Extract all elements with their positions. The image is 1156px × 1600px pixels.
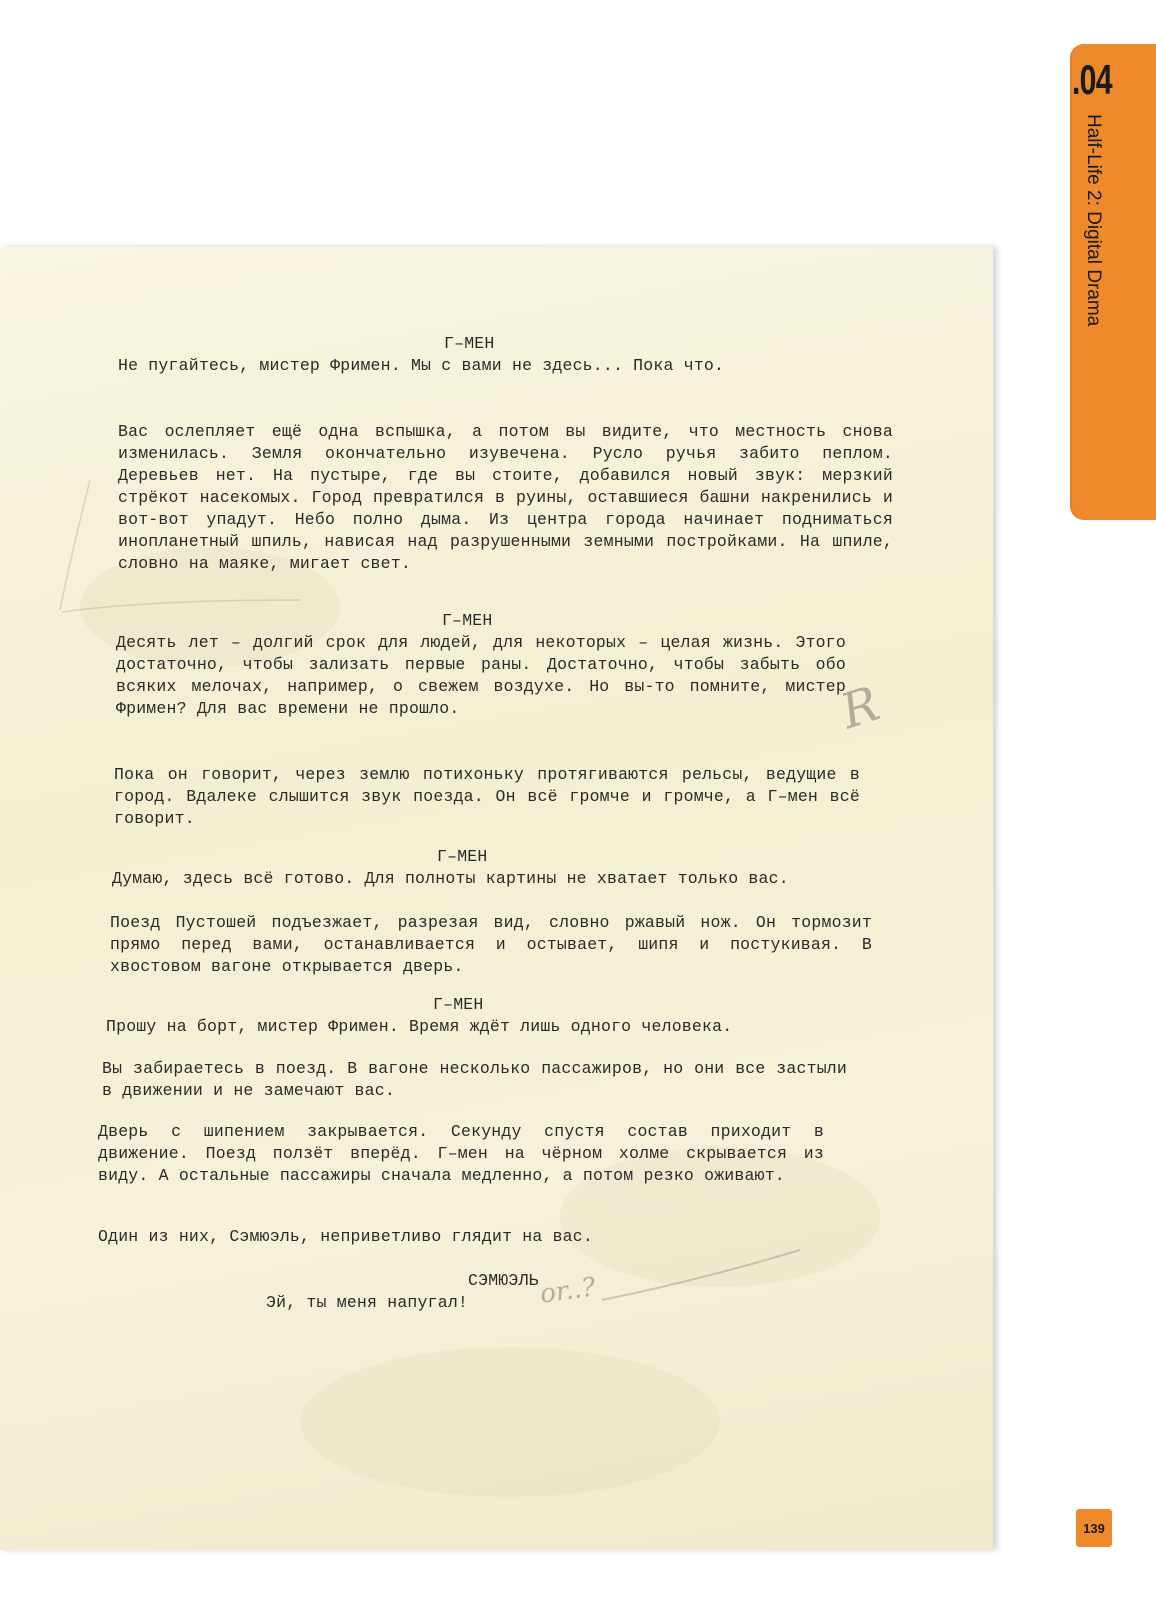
action-paragraph: Вы забираетесь в поезд. В вагоне несколько пассажиров, но они все застыли в движении и не замечают вас. <box>102 1059 847 1100</box>
action-paragraph: Один из них, Сэмюэль, неприветливо глядит на вас. <box>98 1227 593 1246</box>
page-number: 139 <box>1076 1509 1112 1547</box>
chapter-title: Half-Life 2: Digital Drama <box>1083 114 1104 327</box>
pencil-stroke <box>602 1250 800 1300</box>
speaker-name: Г–МЕН <box>433 995 484 1014</box>
dialogue-line: Думаю, здесь всё готово. Для полноты картины не хватает только вас. <box>112 869 789 888</box>
action-paragraph: Вас ослепляет ещё одна вспышка, а потом вы видите, что местность снова изменилась. Земля окончательно изувечена. Русло ручья забито пеплом. Деревьев нет. На пустыре, где вы стоите, добавился новый звук: мерзкий стрёкот насекомых. Город превратился в руины, оставшиеся башни накренились и вот-вот упадут. Небо полно дыма. Из центра города начинает подниматься инопланетный шпиль, нависая над разрушенными земными постройками. На шпиле, словно на маяке, мигает свет. <box>118 422 893 573</box>
chapter-number: .04 <box>1072 56 1112 103</box>
dialogue-line: Эй, ты меня напугал! <box>266 1293 469 1312</box>
dialogue-line: Не пугайтесь, мистер Фримен. Мы с вами не здесь... Пока что. <box>118 356 725 375</box>
speaker-name: Г–МЕН <box>437 847 488 866</box>
speaker-name: СЭМЮЭЛЬ <box>468 1271 539 1290</box>
speaker-name: Г–МЕН <box>444 334 495 353</box>
action-paragraph: Поезд Пустошей подъезжает, разрезая вид, словно ржавый нож. Он тормозит прямо перед вами, останавливается и остывает, шипя и постукивая. В хвостовом вагоне открывается дверь. <box>110 913 872 976</box>
pencil-note: or..? <box>538 1272 598 1310</box>
speaker-name: Г–МЕН <box>442 611 493 630</box>
dialogue-line: Прошу на борт, мистер Фримен. Время ждёт лишь одного человека. <box>106 1017 733 1036</box>
action-paragraph: Пока он говорит, через землю потихоньку протягиваются рельсы, ведущие в город. Вдалеке слышится звук поезда. Он всё громче и громче, а Г–мен всё говорит. <box>114 765 860 828</box>
dialogue-line: Десять лет – долгий срок для людей, для некоторых – целая жизнь. Этого достаточно, чтобы зализать первые раны. Достаточно, чтобы забыть обо всяких мелочах, например, о свежем воздухе. Но вы-то помните, мистер Фримен? Для вас времени не прошло. <box>116 633 846 718</box>
pencil-stroke <box>62 600 300 612</box>
pencil-mark: R <box>834 675 886 741</box>
pencil-stroke <box>60 480 90 610</box>
action-paragraph: Дверь с шипением закрывается. Секунду спустя состав приходит в движение. Поезд ползёт вперёд. Г–мен на чёрном холме скрывается из виду. А остальные пассажиры сначала медленно, а потом резко оживают. <box>98 1122 824 1185</box>
